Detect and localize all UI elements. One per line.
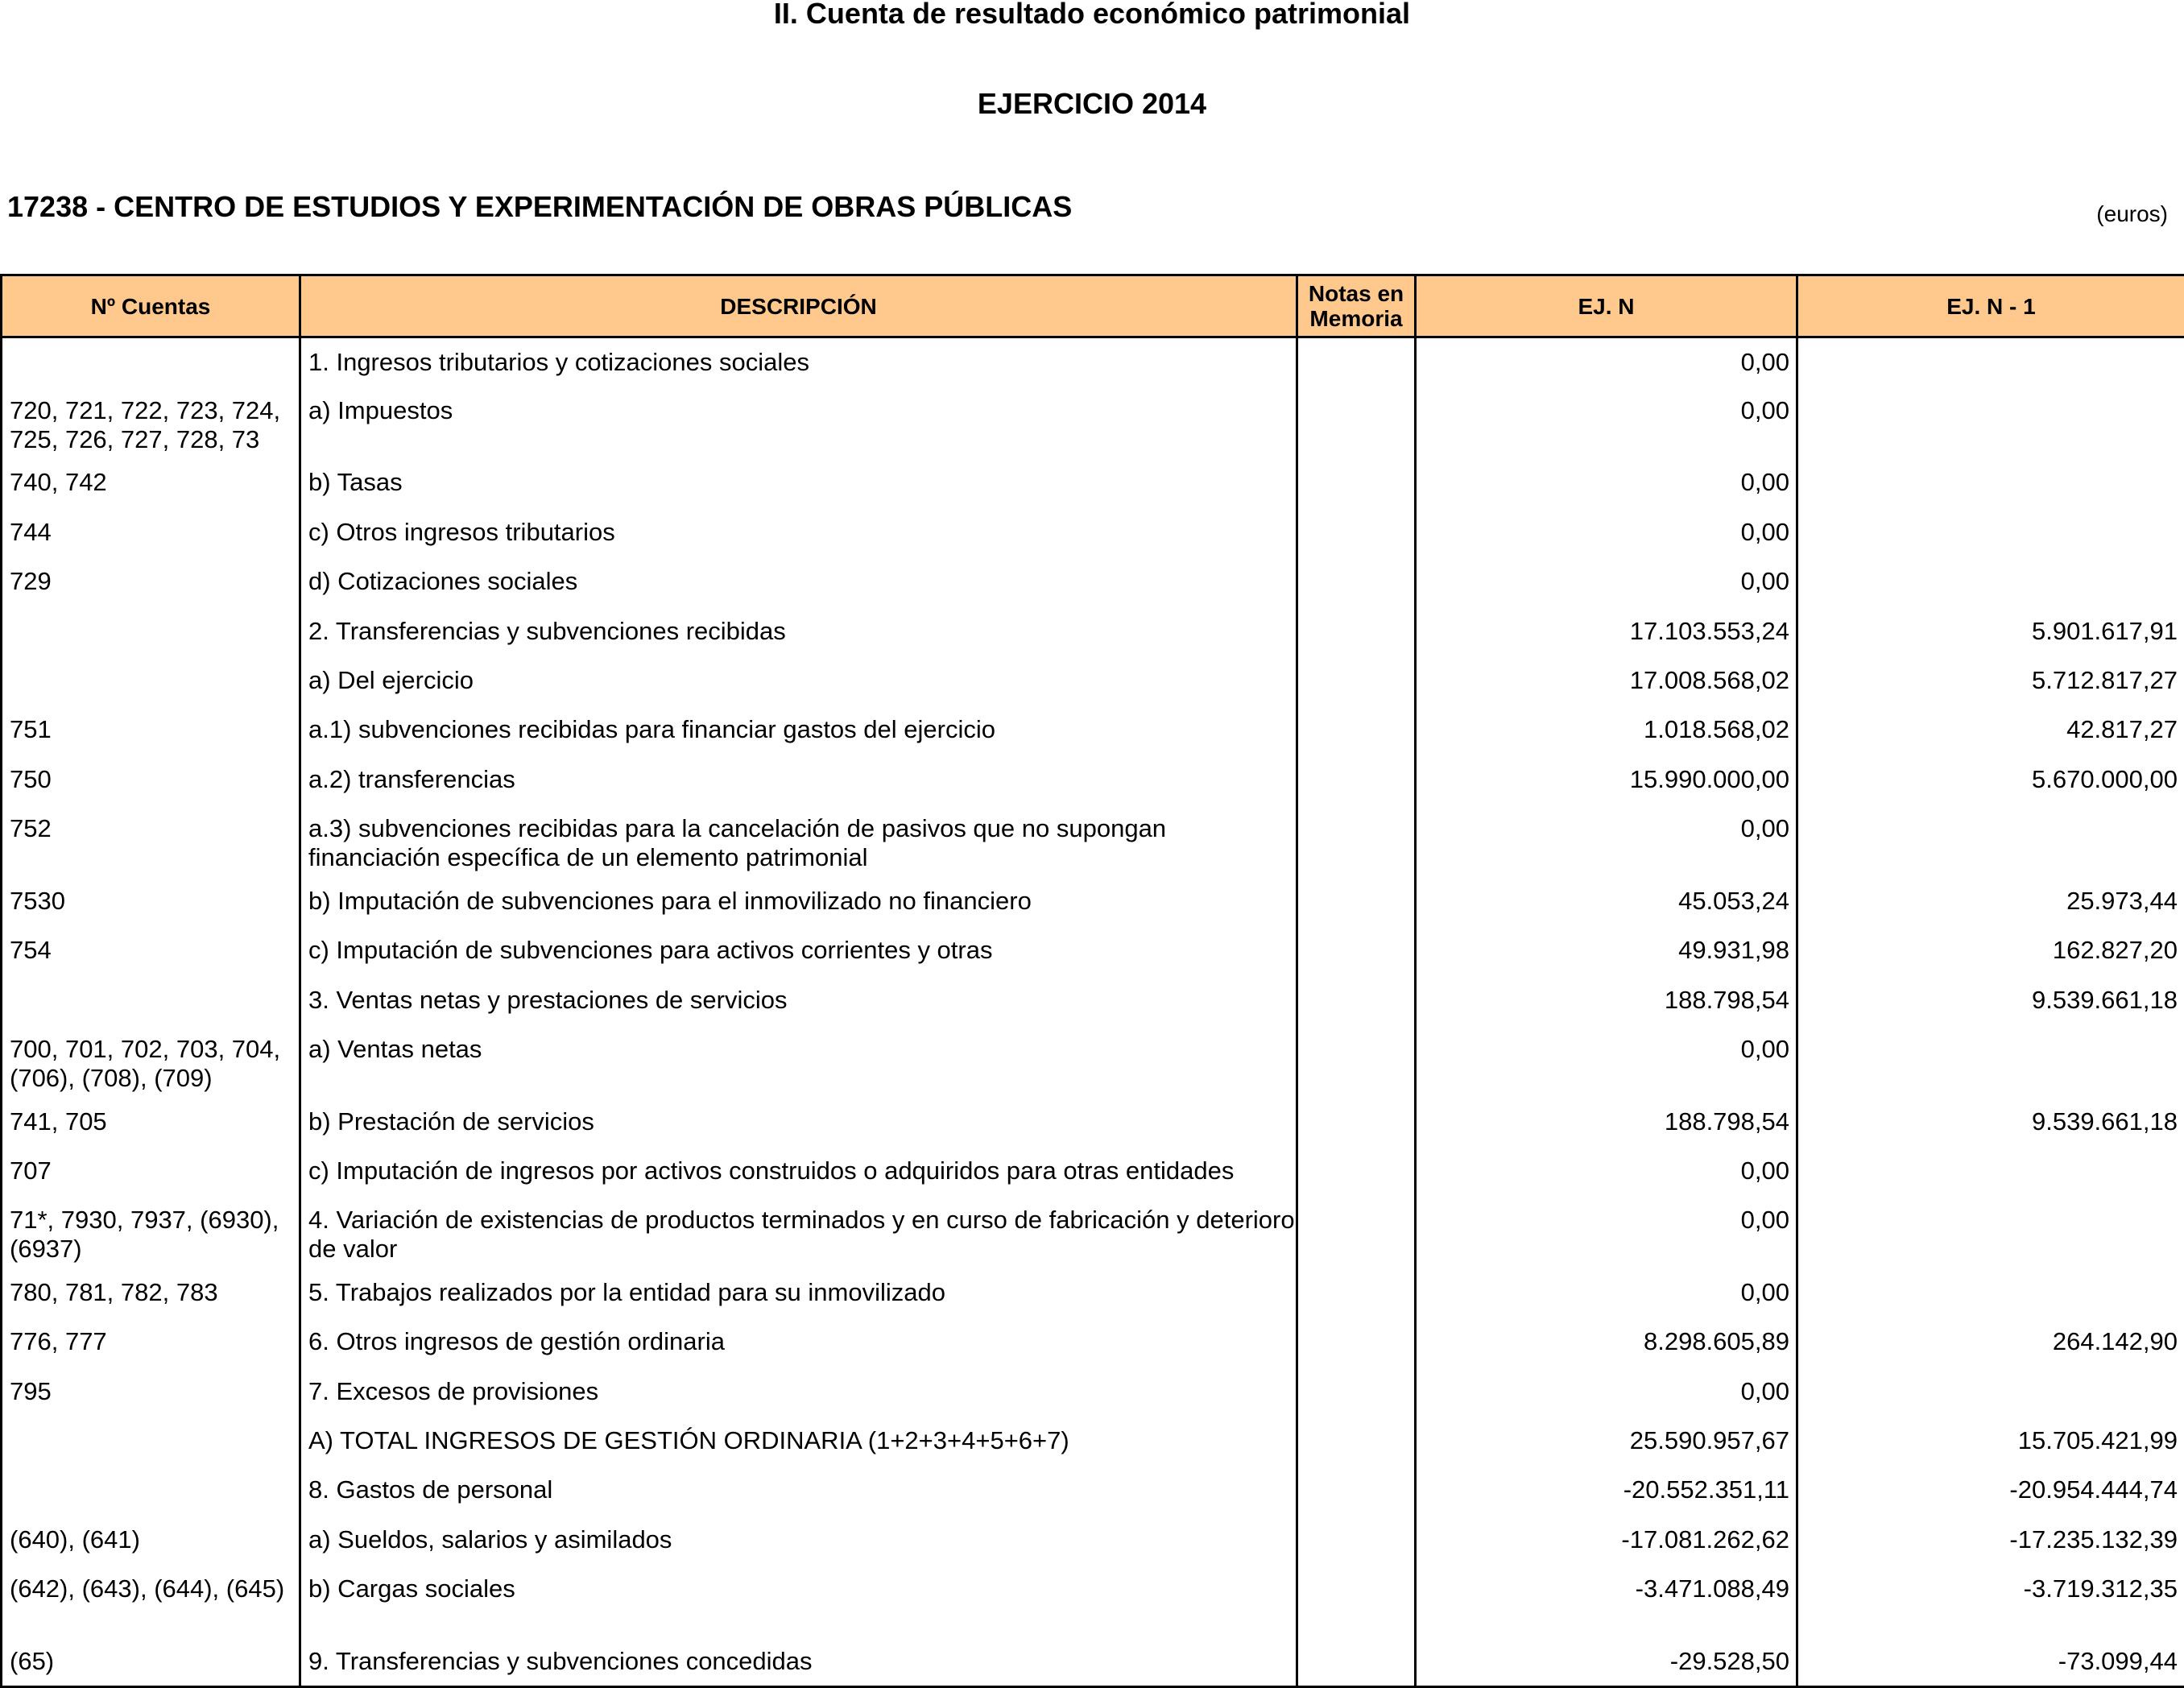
year-n-1-value-cell: [1797, 557, 2184, 606]
table-body: [2, 337, 2184, 1687]
description-cell: 8. Gastos de personal: [300, 1466, 1297, 1515]
year-n-value-cell: 0,00: [1416, 387, 1797, 459]
account-numbers-cell: [2, 976, 300, 1025]
year-n-1-value-cell: -73.099,44: [1797, 1637, 2184, 1687]
notes-cell: [1297, 1367, 1416, 1417]
notes-cell: [1297, 607, 1416, 656]
account-numbers-cell: 750: [2, 755, 300, 805]
year-n-value-cell: 0,00: [1416, 557, 1797, 606]
year-n-1-value-cell: 15.705.421,99: [1797, 1417, 2184, 1466]
account-numbers-cell: 776, 777: [2, 1318, 300, 1367]
account-numbers-cell: 71*, 7930, 7937, (6930), (6937): [2, 1196, 300, 1268]
table-row: [2, 1025, 2184, 1098]
table-row: [2, 557, 2184, 606]
table-row: [2, 1516, 2184, 1565]
notes-cell: [1297, 458, 1416, 507]
description-cell: b) Cargas sociales: [300, 1565, 1297, 1637]
year-n-value-cell: -20.552.351,11: [1416, 1466, 1797, 1515]
account-numbers-cell: 744: [2, 508, 300, 557]
account-numbers-cell: 751: [2, 705, 300, 755]
description-cell: b) Imputación de subvenciones para el inmovilizado no financiero: [300, 877, 1297, 926]
account-numbers-cell: [2, 607, 300, 656]
description-cell: a.2) transferencias: [300, 755, 1297, 805]
year-n-value-cell: 0,00: [1416, 805, 1797, 877]
notes-cell: [1297, 1196, 1416, 1268]
notes-cell: [1297, 1637, 1416, 1687]
notes-cell: [1297, 656, 1416, 705]
account-numbers-cell: 754: [2, 926, 300, 975]
year-n-1-value-cell: 264.142,90: [1797, 1318, 2184, 1367]
table-row: [2, 1098, 2184, 1147]
table-row: [2, 1196, 2184, 1268]
table-row: [2, 607, 2184, 656]
account-numbers-cell: 700, 701, 702, 703, 704, (706), (708), (709): [2, 1025, 300, 1098]
year-n-1-value-cell: [1797, 1147, 2184, 1196]
table-row: [2, 1565, 2184, 1637]
table-row: [2, 1637, 2184, 1687]
notes-cell: [1297, 508, 1416, 557]
table-row: [2, 805, 2184, 877]
year-n-value-cell: 17.103.553,24: [1416, 607, 1797, 656]
year-n-1-value-cell: 9.539.661,18: [1797, 1098, 2184, 1147]
year-n-1-value-cell: -3.719.312,35: [1797, 1565, 2184, 1637]
year-n-1-value-cell: 9.539.661,18: [1797, 976, 2184, 1025]
table-row: [2, 458, 2184, 507]
account-numbers-cell: [2, 1466, 300, 1515]
description-cell: a) Del ejercicio: [300, 656, 1297, 705]
year-n-value-cell: 1.018.568,02: [1416, 705, 1797, 755]
description-cell: 9. Transferencias y subvenciones concedidas: [300, 1637, 1297, 1687]
table-row: [2, 1147, 2184, 1196]
table-row: [2, 1466, 2184, 1515]
description-cell: 4. Variación de existencias de productos terminados y en curso de fabricación y deterioro de valor: [300, 1196, 1297, 1268]
year-n-1-value-cell: 5.670.000,00: [1797, 755, 2184, 805]
table-row: [2, 1268, 2184, 1318]
year-n-value-cell: 0,00: [1416, 1268, 1797, 1318]
table-row: [2, 755, 2184, 805]
year-n-value-cell: -17.081.262,62: [1416, 1516, 1797, 1565]
account-numbers-cell: [2, 656, 300, 705]
year-n-value-cell: 188.798,54: [1416, 1098, 1797, 1147]
year-n-1-value-cell: [1797, 1196, 2184, 1268]
description-cell: c) Imputación de ingresos por activos construidos o adquiridos para otras entidades: [300, 1147, 1297, 1196]
column-header-notes: Notas en Memoria: [1297, 275, 1416, 337]
year-n-1-value-cell: -17.235.132,39: [1797, 1516, 2184, 1565]
year-n-value-cell: 0,00: [1416, 458, 1797, 507]
description-cell: 1. Ingresos tributarios y cotizaciones sociales: [300, 337, 1297, 387]
notes-cell: [1297, 976, 1416, 1025]
account-numbers-cell: 720, 721, 722, 723, 724, 725, 726, 727, 728, 73: [2, 387, 300, 459]
description-cell: 5. Trabajos realizados por la entidad para su inmovilizado: [300, 1268, 1297, 1318]
year-n-value-cell: 0,00: [1416, 1367, 1797, 1417]
account-numbers-cell: 7530: [2, 877, 300, 926]
year-n-value-cell: 45.053,24: [1416, 877, 1797, 926]
year-n-value-cell: -29.528,50: [1416, 1637, 1797, 1687]
account-numbers-cell: 752: [2, 805, 300, 877]
year-n-1-value-cell: [1797, 1268, 2184, 1318]
description-cell: c) Imputación de subvenciones para activos corrientes y otras: [300, 926, 1297, 975]
table-row: [2, 508, 2184, 557]
description-cell: a) Impuestos: [300, 387, 1297, 459]
fiscal-year-heading: EJERCICIO 2014: [977, 87, 1207, 120]
notes-cell: [1297, 1147, 1416, 1196]
year-n-1-value-cell: -20.954.444,74: [1797, 1466, 2184, 1515]
year-n-1-value-cell: [1797, 337, 2184, 387]
description-cell: d) Cotizaciones sociales: [300, 557, 1297, 606]
year-n-1-value-cell: [1797, 805, 2184, 877]
notes-cell: [1297, 1098, 1416, 1147]
table-row: [2, 1318, 2184, 1367]
year-n-value-cell: 49.931,98: [1416, 926, 1797, 975]
notes-cell: [1297, 1318, 1416, 1367]
year-n-value-cell: 17.008.568,02: [1416, 656, 1797, 705]
account-numbers-cell: [2, 1417, 300, 1466]
table-row: [2, 976, 2184, 1025]
year-n-1-value-cell: [1797, 387, 2184, 459]
table-row: [2, 656, 2184, 705]
account-numbers-cell: 795: [2, 1367, 300, 1417]
year-n-1-value-cell: 25.973,44: [1797, 877, 2184, 926]
table-row: [2, 387, 2184, 459]
column-header-description: DESCRIPCIÓN: [300, 275, 1297, 337]
table-row: [2, 877, 2184, 926]
year-n-value-cell: 0,00: [1416, 508, 1797, 557]
year-n-1-value-cell: 5.712.817,27: [1797, 656, 2184, 705]
year-n-value-cell: 25.590.957,67: [1416, 1417, 1797, 1466]
notes-cell: [1297, 337, 1416, 387]
description-cell: a.3) subvenciones recibidas para la cancelación de pasivos que no supongan financiación específica de un elemento patrimonial: [300, 805, 1297, 877]
notes-cell: [1297, 1565, 1416, 1637]
account-numbers-cell: (65): [2, 1637, 300, 1687]
notes-cell: [1297, 1516, 1416, 1565]
notes-cell: [1297, 877, 1416, 926]
year-n-1-value-cell: [1797, 1025, 2184, 1098]
year-n-value-cell: 0,00: [1416, 1025, 1797, 1098]
account-numbers-cell: 740, 742: [2, 458, 300, 507]
year-n-value-cell: 188.798,54: [1416, 976, 1797, 1025]
year-n-value-cell: 15.990.000,00: [1416, 755, 1797, 805]
year-n-1-value-cell: 42.817,27: [1797, 705, 2184, 755]
account-numbers-cell: 741, 705: [2, 1098, 300, 1147]
notes-cell: [1297, 926, 1416, 975]
year-n-value-cell: 0,00: [1416, 337, 1797, 387]
notes-cell: [1297, 1466, 1416, 1515]
year-n-1-value-cell: [1797, 508, 2184, 557]
notes-cell: [1297, 755, 1416, 805]
notes-cell: [1297, 705, 1416, 755]
description-cell: 6. Otros ingresos de gestión ordinaria: [300, 1318, 1297, 1367]
entity-name: 17238 - CENTRO DE ESTUDIOS Y EXPERIMENTACIÓN DE OBRAS PÚBLICAS: [7, 190, 1073, 223]
table-row: [2, 926, 2184, 975]
description-cell: 2. Transferencias y subvenciones recibidas: [300, 607, 1297, 656]
notes-cell: [1297, 1025, 1416, 1098]
notes-cell: [1297, 1417, 1416, 1466]
account-numbers-cell: 707: [2, 1147, 300, 1196]
account-numbers-cell: [2, 337, 300, 387]
notes-cell: [1297, 387, 1416, 459]
description-cell: c) Otros ingresos tributarios: [300, 508, 1297, 557]
notes-cell: [1297, 557, 1416, 606]
year-n-value-cell: 0,00: [1416, 1147, 1797, 1196]
table-header-row: [2, 275, 2184, 337]
notes-cell: [1297, 1268, 1416, 1318]
table-row: [2, 1417, 2184, 1466]
account-numbers-cell: 729: [2, 557, 300, 606]
table-row: [2, 705, 2184, 755]
description-cell: A) TOTAL INGRESOS DE GESTIÓN ORDINARIA (1+2+3+4+5+6+7): [300, 1417, 1297, 1466]
description-cell: b) Prestación de servicios: [300, 1098, 1297, 1147]
description-cell: a) Ventas netas: [300, 1025, 1297, 1098]
table-row: [2, 1367, 2184, 1417]
column-header-year-n-1: EJ. N - 1: [1797, 275, 2184, 337]
description-cell: 3. Ventas netas y prestaciones de servicios: [300, 976, 1297, 1025]
year-n-1-value-cell: [1797, 458, 2184, 507]
description-cell: a.1) subvenciones recibidas para financiar gastos del ejercicio: [300, 705, 1297, 755]
account-numbers-cell: (640), (641): [2, 1516, 300, 1565]
description-cell: a) Sueldos, salarios y asimilados: [300, 1516, 1297, 1565]
currency-label: (euros): [2096, 201, 2168, 226]
account-numbers-cell: 780, 781, 782, 783: [2, 1268, 300, 1318]
notes-cell: [1297, 805, 1416, 877]
result-table: [0, 274, 2184, 1688]
year-n-value-cell: 8.298.605,89: [1416, 1318, 1797, 1367]
table-row: [2, 337, 2184, 387]
account-numbers-cell: (642), (643), (644), (645): [2, 1565, 300, 1637]
column-header-year-n: EJ. N: [1416, 275, 1797, 337]
description-cell: 7. Excesos de provisiones: [300, 1367, 1297, 1417]
year-n-1-value-cell: [1797, 1367, 2184, 1417]
year-n-value-cell: -3.471.088,49: [1416, 1565, 1797, 1637]
year-n-1-value-cell: 5.901.617,91: [1797, 607, 2184, 656]
year-n-1-value-cell: 162.827,20: [1797, 926, 2184, 975]
description-cell: b) Tasas: [300, 458, 1297, 507]
page-title: II. Cuenta de resultado económico patrimonial: [773, 0, 1411, 30]
column-header-accounts: Nº Cuentas: [2, 275, 300, 337]
year-n-value-cell: 0,00: [1416, 1196, 1797, 1268]
